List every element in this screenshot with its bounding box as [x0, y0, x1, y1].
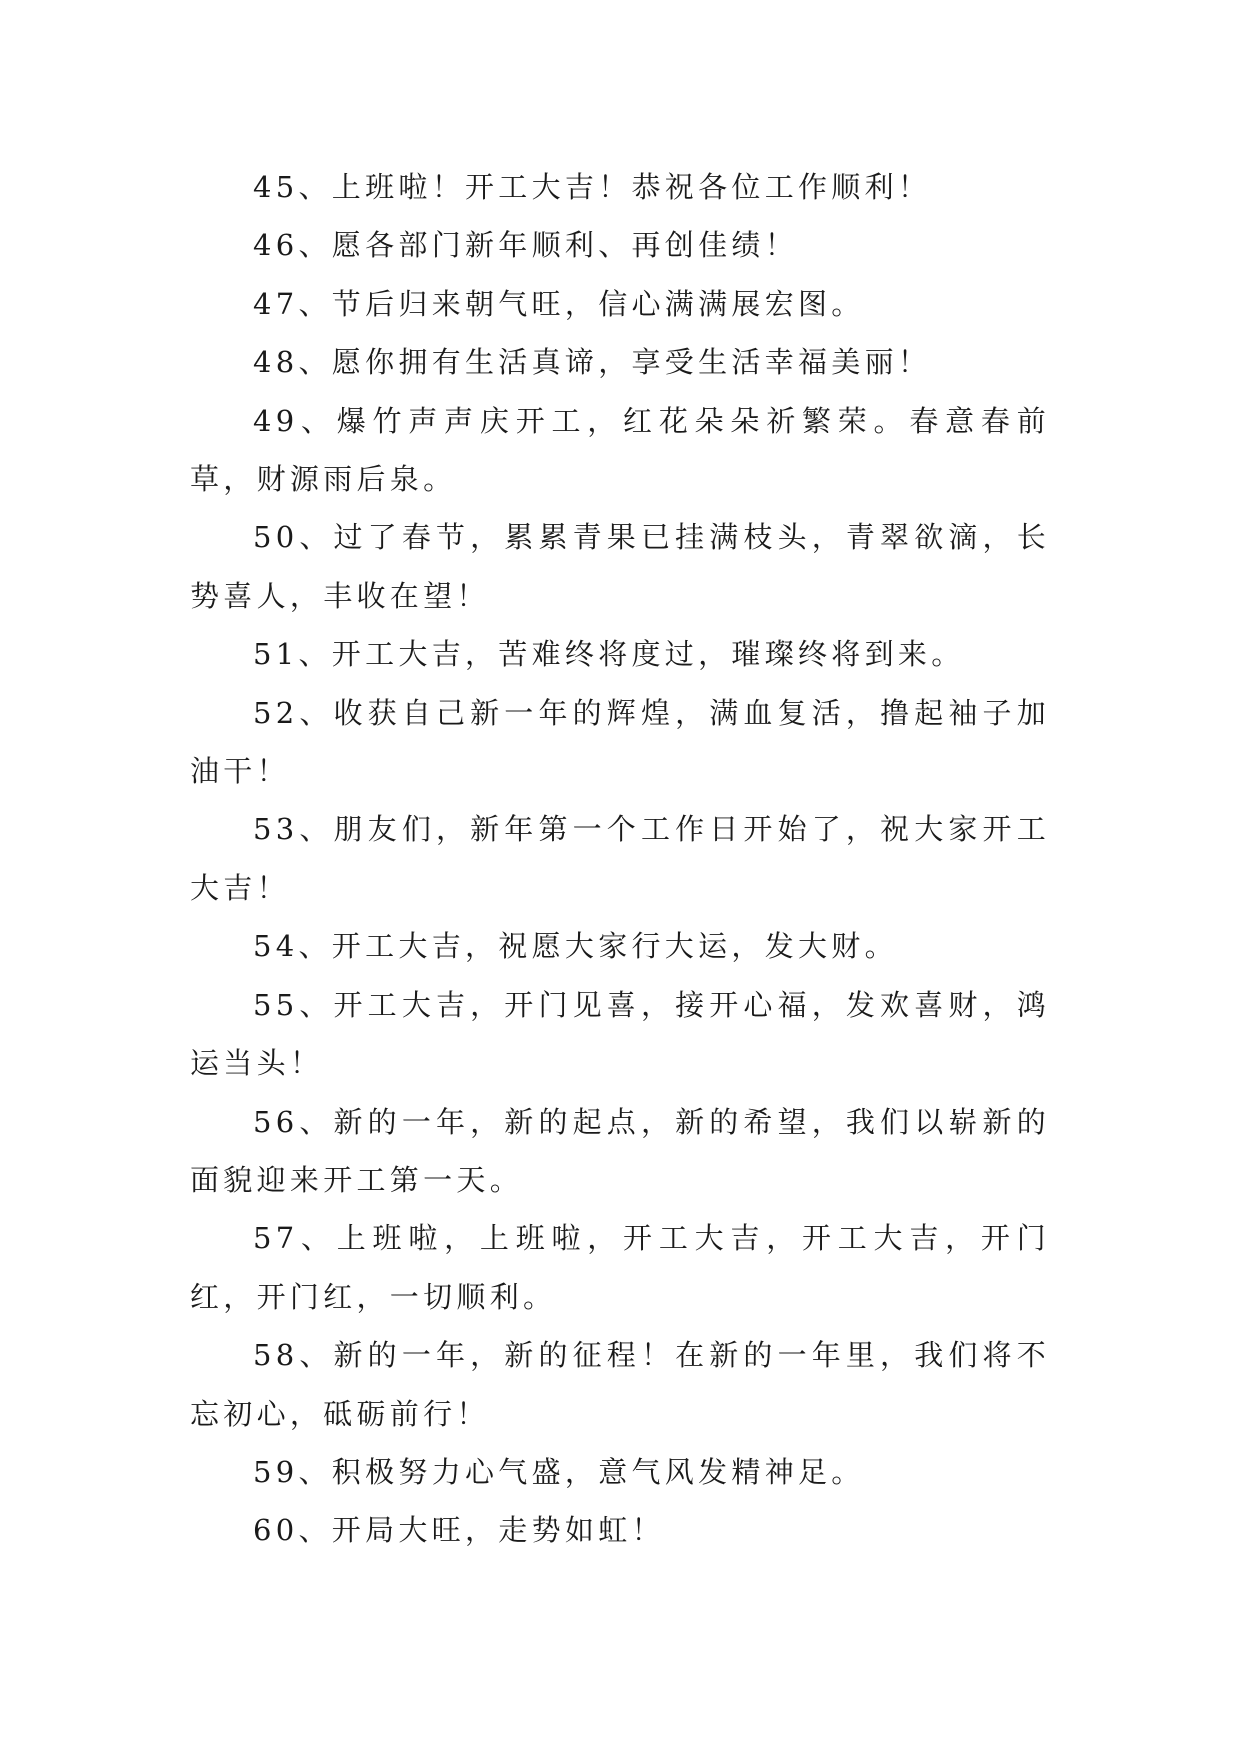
paragraph-57: 57、上班啦，上班啦，开工大吉，开工大吉，开门红，开门红，一切顺利。	[190, 1221, 1050, 1314]
paragraph-52: 52、收获自己新一年的辉煌，满血复活，撸起袖子加油干！	[190, 695, 1050, 789]
paragraph-60: 60、开局大旺，走势如虹！	[253, 1513, 665, 1548]
paragraph-54: 54、开工大吉，祝愿大家行大运，发大财。	[253, 929, 898, 964]
paragraph-47: 47、节后归来朝气旺，信心满满展宏图。	[253, 286, 865, 321]
paragraph-49: 49、爆竹声声庆开工，红花朵朵祈繁荣。春意春前草，财源雨后泉。	[190, 403, 1050, 497]
paragraph-53: 53、朋友们，新年第一个工作日开始了，祝大家开工大吉！	[190, 812, 1050, 905]
paragraph-45: 45、上班啦！开工大吉！恭祝各位工作顺利！	[253, 170, 932, 204]
paragraph-46: 46、愿各部门新年顺利、再创佳绩！	[253, 228, 799, 263]
paragraph-51: 51、开工大吉，苦难终将度过，璀璨终将到来。	[253, 637, 965, 672]
paragraph-59: 59、积极努力心气盛，意气风发精神足。	[253, 1454, 865, 1489]
paragraph-48: 48、愿你拥有生活真谛，享受生活幸福美丽！	[253, 345, 932, 380]
paragraph-50: 50、过了春节，累累青果已挂满枝头，青翠欲滴，长势喜人，丰收在望！	[190, 520, 1050, 613]
paragraph-58: 58、新的一年，新的征程！在新的一年里，我们将不忘初心，砥砺前行！	[190, 1338, 1050, 1431]
paragraph-56: 56、新的一年，新的起点，新的希望，我们以崭新的面貌迎来开工第一天。	[190, 1104, 1050, 1197]
paragraph-55: 55、开工大吉，开门见喜，接开心福，发欢喜财，鸿运当头！	[190, 987, 1050, 1081]
document-body	[190, 158, 1050, 1560]
